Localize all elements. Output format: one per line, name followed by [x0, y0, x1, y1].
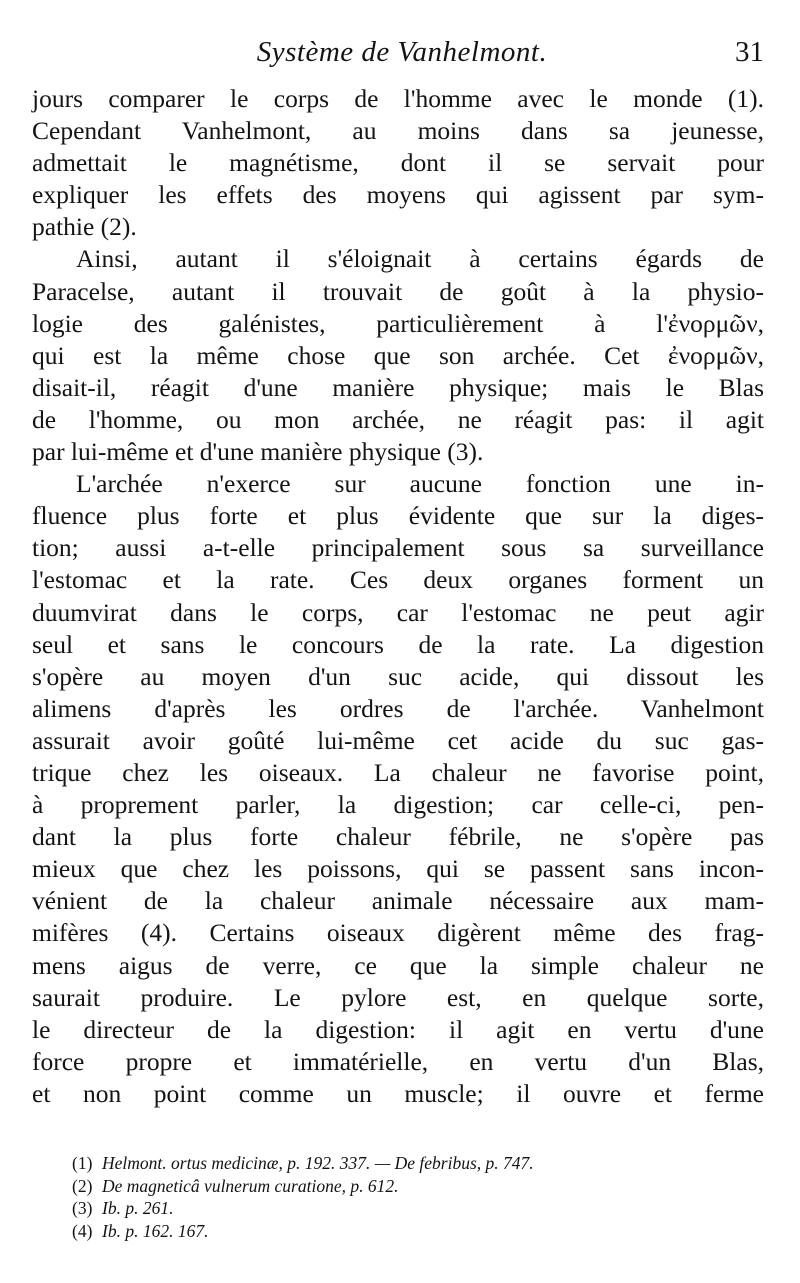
footnote-number: (2)	[72, 1175, 93, 1196]
page-header	[40, 36, 764, 80]
text-line: alimens d'après les ordres de l'archée. Vanhelmont	[32, 693, 764, 723]
text-line: tion; aussi a-t-elle principalement sous sa surveillance	[32, 533, 764, 563]
footnote-text: Ib. p. 162. 167.	[102, 1220, 209, 1241]
footnote	[72, 1220, 762, 1243]
text-line: L'archée n'exerce sur aucune fonction une in-	[76, 469, 764, 499]
text-line: duumvirat dans le corps, car l'estomac ne peut agir	[32, 597, 764, 627]
text-line: force propre et immatérielle, en vertu d'un Blas,	[32, 1046, 764, 1076]
text-line: assurait avoir goûté lui-même cet acide du suc gas-	[32, 725, 764, 755]
text-line: mieux que chez les poissons, qui se passent sans incon-	[32, 854, 764, 884]
text-line: dant la plus forte chaleur fébrile, ne s'opère pas	[32, 822, 764, 852]
footnote	[72, 1197, 762, 1220]
footnote-number: (1)	[72, 1153, 93, 1173]
text-line: de l'homme, ou mon archée, ne réagit pas: il agit	[32, 404, 764, 434]
text-line: mifères (4). Certains oiseaux digèrent même des frag-	[32, 918, 764, 948]
text-line: Paracelse, autant il trouvait de goût à la physio-	[32, 276, 764, 306]
text-line: par lui-même et d'une manière physique (3).	[32, 437, 484, 467]
text-line: à proprement parler, la digestion; car celle-ci, pen-	[32, 790, 764, 820]
text-line: jours comparer le corps de l'homme avec le monde (1).	[32, 84, 764, 113]
text-line: Ainsi, autant il s'éloignait à certains égards de	[76, 244, 764, 274]
text-line: saurait produire. Le pylore est, en quelque sorte,	[32, 982, 764, 1012]
footnote-text: Helmont. ortus medicinæ, p. 192. 337. — De febribus, p. 747.	[102, 1153, 534, 1173]
body-text	[32, 83, 764, 1110]
text-line: expliquer les effets des moyens qui agissent par sym-	[32, 180, 764, 210]
text-line: fluence plus forte et plus évidente que sur la diges-	[32, 501, 764, 531]
footnotes	[72, 1152, 762, 1242]
text-line: disait-il, réagit d'une manière physique; mais le Blas	[32, 372, 764, 402]
footnote-text: De magneticâ vulnerum curatione, p. 612.	[102, 1175, 399, 1196]
text-line: s'opère au moyen d'un suc acide, qui dissout les	[32, 661, 764, 691]
text-line: trique chez les oiseaux. La chaleur ne favorise point,	[32, 757, 764, 787]
text-line: qui est la même chose que son archée. Cet ἐνορμῶν,	[32, 340, 764, 370]
text-line: pathie (2).	[32, 212, 137, 242]
running-title: Système de Vanhelmont.	[256, 36, 548, 68]
text-line: et non point comme un muscle; il ouvre et ferme	[32, 1078, 764, 1108]
text-line: logie des galénistes, particulièrement à l'ἐνορμῶν,	[32, 308, 764, 338]
page-number: 31	[735, 36, 764, 68]
footnote-number: (4)	[72, 1220, 93, 1241]
footnote	[72, 1152, 762, 1175]
footnote-text: Ib. p. 261.	[102, 1198, 174, 1218]
footnote-number: (3)	[72, 1198, 93, 1218]
text-line: l'estomac et la rate. Ces deux organes forment un	[32, 565, 764, 595]
text-line: vénient de la chaleur animale nécessaire aux mam-	[32, 886, 764, 916]
text-line: admettait le magnétisme, dont il se servait pour	[32, 148, 764, 178]
text-line: mens aigus de verre, ce que la simple chaleur ne	[32, 950, 764, 980]
footnote	[72, 1175, 762, 1198]
text-line: seul et sans le concours de la rate. La digestion	[32, 629, 764, 659]
text-line: Cependant Vanhelmont, au moins dans sa jeunesse,	[32, 116, 764, 146]
text-line: le directeur de la digestion: il agit en vertu d'une	[32, 1014, 764, 1044]
